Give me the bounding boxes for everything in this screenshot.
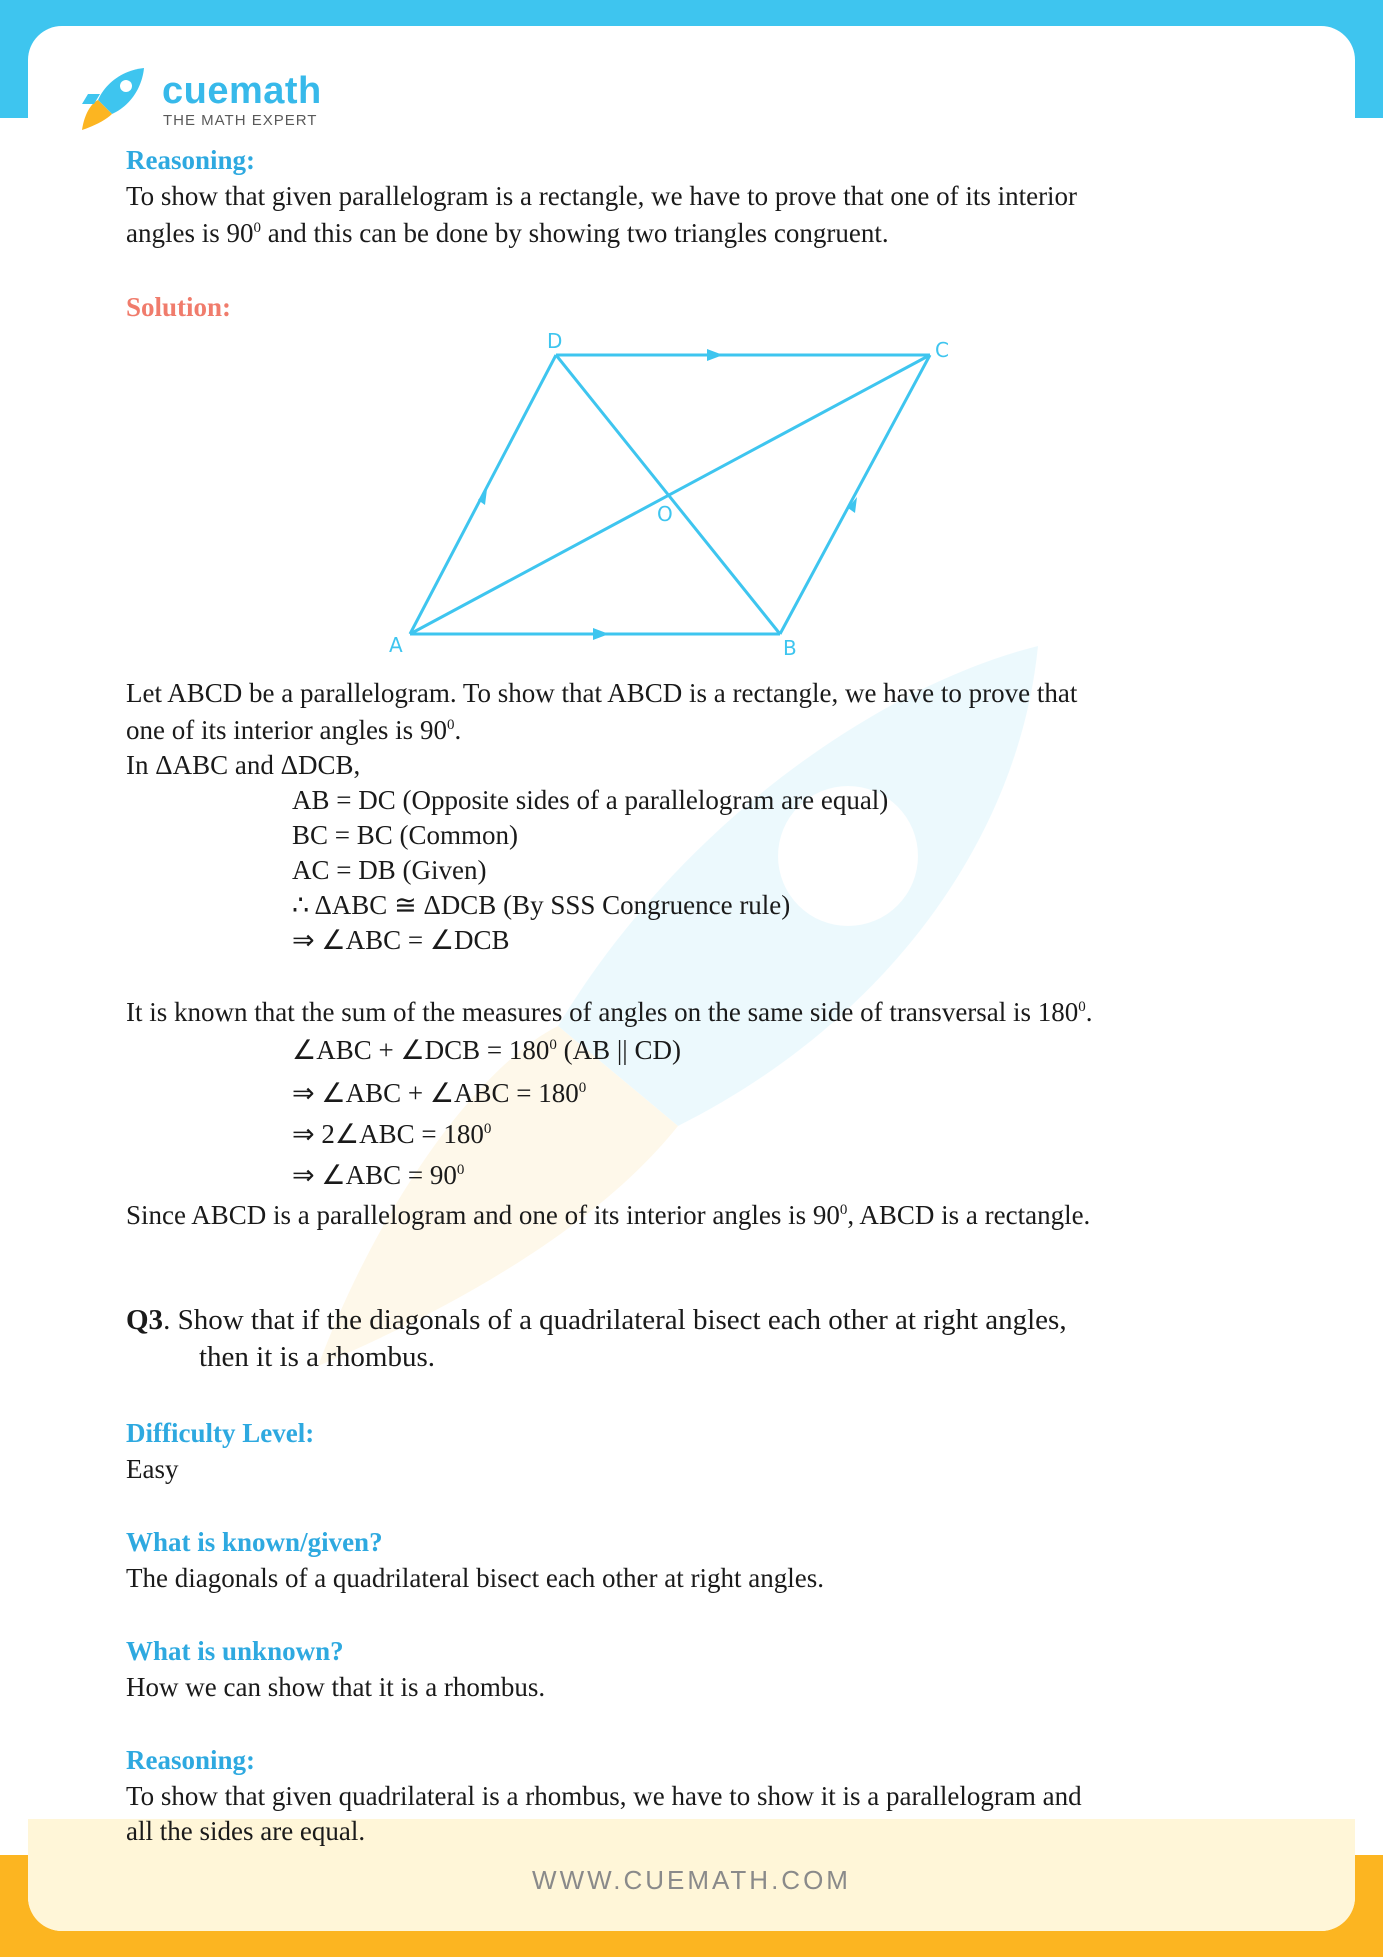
arrow-dc-icon [707, 349, 723, 361]
equation-2: ⇒ ∠ABC + ∠ABC = $180^0$ [292, 1078, 587, 1108]
label-a: A [389, 633, 403, 657]
q3-question-line-2: then it is a rhombus. [199, 1341, 436, 1373]
proof-step-5: ⇒ ∠ABC = ∠DCB [292, 925, 510, 955]
q3-reasoning-heading: Reasoning: [126, 1745, 256, 1775]
proof-step-4: ∴ ΔABC ≅ ΔDCB (By SSS Congruence rule) [292, 890, 791, 920]
proof-intro-2: one of its interior angles is $90^0$. [126, 715, 462, 745]
reasoning-heading: Reasoning: [126, 145, 256, 175]
footer-url[interactable]: WWW.CUEMATH.COM [532, 1865, 851, 1895]
parallelogram-diagram [385, 325, 975, 665]
unknown-text: How we can show that it is a rhombus. [126, 1672, 546, 1702]
proof-in-triangles: In ΔABC and ΔDCB, [126, 750, 361, 780]
difficulty-heading: Difficulty Level: [126, 1418, 315, 1448]
proof-step-1: AB = DC (Opposite sides of a parallelogram are equal) [292, 785, 889, 815]
reasoning-line-1: To show that given parallelogram is a rectangle, we have to prove that one of its interior [126, 181, 1078, 211]
equation-1: ∠ABC + ∠DCB = $180^0$ (AB || CD) [292, 1035, 681, 1065]
proof-intro-1: Let ABCD be a parallelogram. To show that ABCD is a rectangle, we have to prove that [126, 678, 1078, 708]
equation-3: ⇒ 2∠ABC = $180^0$ [292, 1119, 492, 1149]
label-c: C [935, 338, 949, 362]
q3-reasoning-line-2: all the sides are equal. [126, 1816, 366, 1846]
cuemath-rocket-icon [78, 64, 150, 136]
reasoning-line-2: angles is $90^0$ and this can be done by showing two triangles congruent. [126, 218, 889, 248]
proof-conclusion: Since ABCD is a parallelogram and one of its interior angles is $90^0$, ABCD is a rectangle. [126, 1200, 1091, 1230]
equation-4: ⇒ ∠ABC = $90^0$ [292, 1160, 465, 1190]
label-d: D [547, 329, 563, 353]
diagonal-bd [556, 355, 780, 634]
difficulty-value: Easy [126, 1454, 179, 1484]
label-o: O [657, 502, 673, 526]
unknown-heading: What is unknown? [126, 1636, 344, 1666]
diagonal-ac [410, 355, 930, 634]
proof-step-3: AC = DB (Given) [292, 855, 487, 885]
proof-step-2: BC = BC (Common) [292, 820, 519, 850]
arrow-ab-icon [593, 628, 609, 640]
q3-reasoning-line-1: To show that given quadrilateral is a rhombus, we have to show it is a parallelogram and [126, 1781, 1082, 1811]
known-text: The diagonals of a quadrilateral bisect each other at right angles. [126, 1563, 824, 1593]
solution-heading: Solution: [126, 292, 232, 322]
brand-tagline: THE MATH EXPERT [163, 112, 318, 129]
q3-question-line-1: Q3. Show that if the diagonals of a quadrilateral bisect each other at right angles, [126, 1304, 1067, 1336]
brand-name: cuemath [162, 70, 322, 112]
transversal-statement: It is known that the sum of the measures of angles on the same side of transversal is $180^0$. [126, 997, 1093, 1027]
label-b: B [783, 636, 797, 660]
known-heading: What is known/given? [126, 1527, 383, 1557]
